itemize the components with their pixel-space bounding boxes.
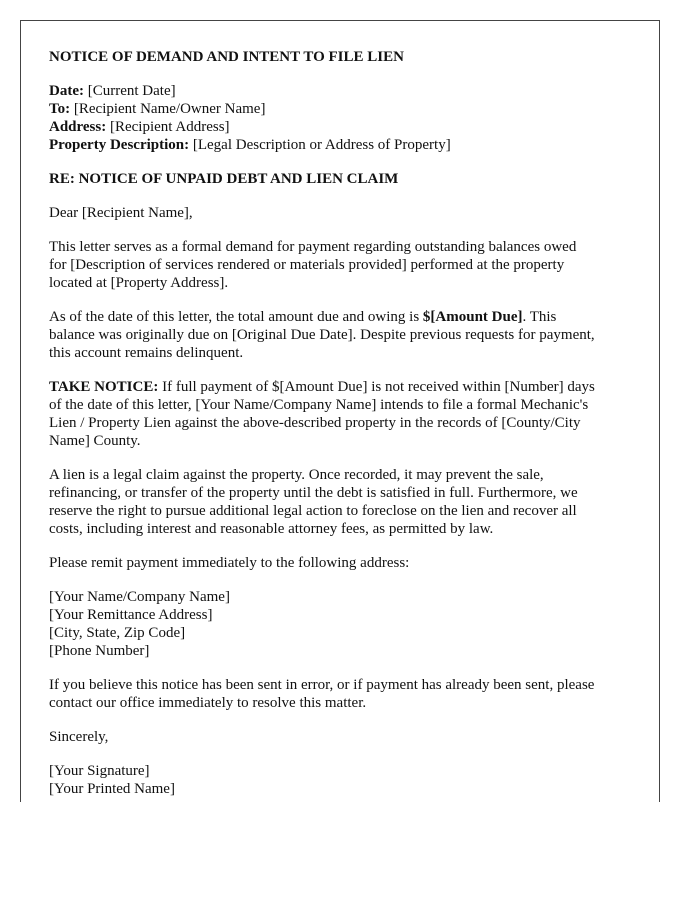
meta-date (49, 82, 639, 100)
paragraph-amount (49, 308, 639, 362)
letter-page (20, 20, 660, 802)
text-line: If you believe this notice has been sent in error, or if payment has already been sent, please (49, 677, 595, 693)
text-line: contact our office immediately to resolve this matter. (49, 695, 367, 711)
meta-to (49, 100, 639, 118)
address-line: [Your Name/Company Name] (49, 589, 230, 605)
amount-due: $[Amount Due] (422, 309, 523, 325)
meta-label: Address: (49, 119, 107, 135)
meta-value: [Legal Description or Address of Property] (189, 137, 451, 153)
address-line: [City, State, Zip Code] (49, 625, 186, 641)
text-line: reserve the right to pursue additional legal action to foreclose on the lien and recover all (49, 503, 577, 519)
text-line: A lien is a legal claim against the property. Once recorded, it may prevent the sale, (49, 467, 544, 483)
text-line: costs, including interest and reasonable attorney fees, as permitted by law. (49, 521, 494, 537)
paragraph-error-notice (49, 676, 639, 712)
re-text: RE: NOTICE OF UNPAID DEBT AND LIEN CLAIM (49, 171, 399, 187)
meta-label: Date: (49, 83, 84, 99)
closing: Sincerely, (49, 729, 109, 745)
meta-address (49, 118, 639, 136)
text-line (49, 378, 639, 396)
remit-instruction: Please remit payment immediately to the following address: (49, 555, 410, 571)
address-line: [Phone Number] (49, 643, 150, 659)
text-line: this account remains delinquent. (49, 345, 244, 361)
meta-label: To: (49, 101, 71, 117)
letter-title (49, 48, 639, 66)
paragraph-lien-explanation (49, 466, 639, 538)
text-line: for [Description of services rendered or materials provided] performed at the property (49, 257, 565, 273)
text-line: Lien / Property Lien against the above-described property in the records of [County/City (49, 415, 581, 431)
take-notice-label: TAKE NOTICE: (49, 379, 159, 395)
meta-value: [Recipient Name/Owner Name] (70, 101, 266, 117)
signature-line: [Your Signature] (49, 763, 150, 779)
re-line (49, 170, 639, 188)
signature-block (49, 762, 639, 798)
remit-address (49, 588, 639, 660)
text-line: This letter serves as a formal demand for payment regarding outstanding balances owed (49, 239, 577, 255)
letter-meta (49, 82, 639, 154)
text-line: refinancing, or transfer of the property until the debt is satisfied in full. Furthermore, we (49, 485, 578, 501)
text-line (49, 308, 639, 326)
text-run: . This (522, 309, 557, 325)
text-line: Name] County. (49, 433, 141, 449)
text-run: As of the date of this letter, the total amount due and owing is (49, 309, 423, 325)
meta-property (49, 136, 639, 154)
title-text: NOTICE OF DEMAND AND INTENT TO FILE LIEN (49, 49, 404, 65)
salutation: Dear [Recipient Name], (49, 205, 193, 221)
meta-value: [Current Date] (83, 83, 176, 99)
text-line: of the date of this letter, [Your Name/Company Name] intends to file a formal Mechanic's (49, 397, 589, 413)
text-line: balance was originally due on [Original Due Date]. Despite previous requests for payment, (49, 327, 595, 343)
meta-label: Property Description: (49, 137, 190, 153)
paragraph-demand (49, 238, 639, 292)
address-line: [Your Remittance Address] (49, 607, 213, 623)
printed-name-line: [Your Printed Name] (49, 781, 175, 797)
paragraph-take-notice (49, 378, 639, 450)
meta-value: [Recipient Address] (106, 119, 230, 135)
text-line: located at [Property Address]. (49, 275, 229, 291)
text-run: If full payment of $[Amount Due] is not received within [Number] days (158, 379, 595, 395)
